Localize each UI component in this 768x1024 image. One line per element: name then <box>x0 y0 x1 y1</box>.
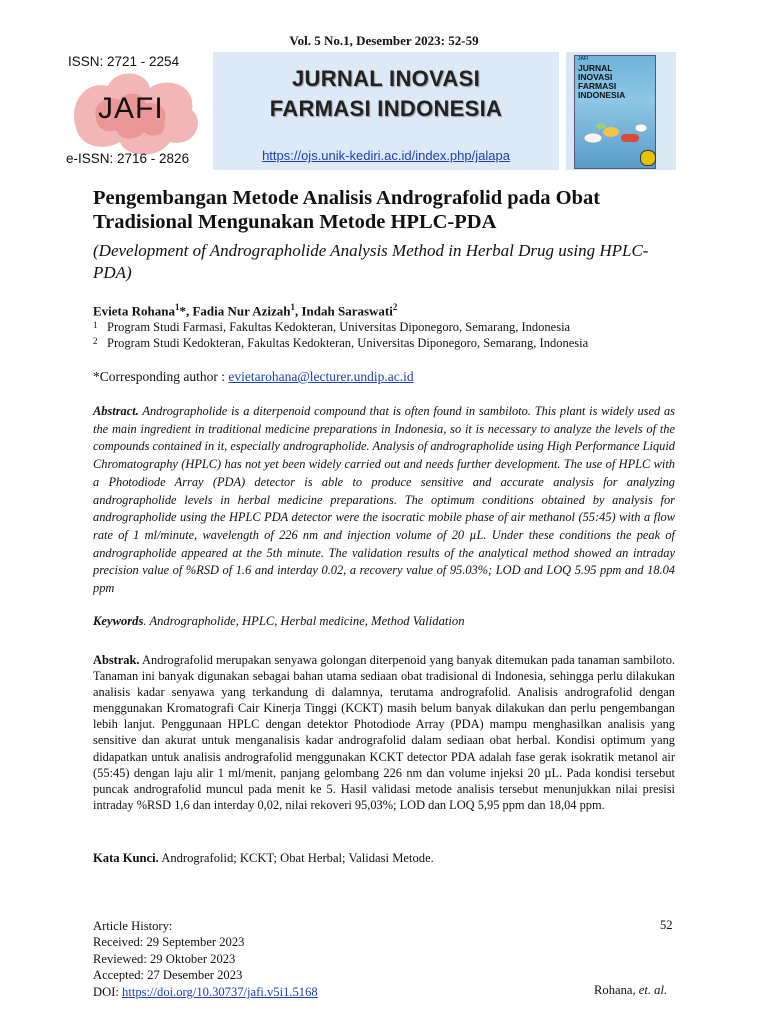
accepted-date: Accepted: 27 Desember 2023 <box>93 968 243 983</box>
jafi-logo <box>60 52 210 170</box>
journal-cover <box>566 52 676 170</box>
abstrak-label: Abstrak. <box>93 653 140 667</box>
author-affiliation-mark: 2 <box>392 302 398 312</box>
author-separator: , <box>294 303 302 319</box>
running-author-etal: et. al. <box>638 983 668 997</box>
logo-text: JAFI <box>98 92 164 125</box>
kata-kunci-text: Andrografolid; KCKT; Obat Herbal; Validasi Metode. <box>158 851 434 865</box>
article-history <box>93 918 318 1000</box>
cover-logo: JAFI <box>578 56 589 62</box>
kata-kunci <box>93 851 434 866</box>
journal-url-link[interactable]: https://ojs.unik-kediri.ac.id/index.php/jalapa <box>262 148 510 163</box>
keywords-label: Keywords <box>93 614 144 628</box>
journal-title-box <box>213 52 559 170</box>
paper-title-english: (Development of Andrographolide Analysis Method in Herbal Drug using HPLC-PDA) <box>93 241 649 282</box>
keywords-english <box>93 614 465 629</box>
page-number: 52 <box>660 918 673 932</box>
issn: ISSN: 2721 - 2254 <box>68 54 180 69</box>
author-name: Fadia Nur Azizah <box>192 303 291 319</box>
author-affiliation-mark: 1 <box>290 302 295 312</box>
author-list <box>93 302 397 319</box>
received-date: Received: 29 September 2023 <box>93 935 245 950</box>
abstract-label: Abstract. <box>93 404 139 418</box>
journal-banner <box>60 52 677 170</box>
pills-icon <box>581 118 651 148</box>
doi-link[interactable]: https://doi.org/10.30737/jafi.v5i1.5168 <box>122 984 318 999</box>
author-separator: *, <box>179 303 193 319</box>
corresponding-label: *Corresponding author : <box>93 369 229 384</box>
running-author <box>594 983 667 998</box>
volume-info: Vol. 5 No.1, Desember 2023: 52-59 <box>289 33 479 48</box>
doi-label: DOI: <box>93 984 123 999</box>
affiliation-number: 1 <box>93 320 98 330</box>
abstract-english <box>93 403 675 598</box>
corresponding-email-link[interactable]: evietarohana@lecturer.undip.ac.id <box>228 369 414 384</box>
doi-line <box>93 984 318 1000</box>
author-name: Indah Saraswati <box>301 303 393 319</box>
keywords-text: . Andrographolide, HPLC, Herbal medicine, Method Validation <box>143 614 465 628</box>
kata-kunci-label: Kata Kunci. <box>93 851 159 865</box>
cover-badge-icon <box>640 150 656 166</box>
journal-title-line1: JURNAL INOVASI <box>292 66 480 91</box>
history-label: Article History: <box>93 919 173 933</box>
journal-title-line2: FARMASI INDONESIA <box>269 96 503 121</box>
affiliation-number: 2 <box>93 336 98 346</box>
abstract-indonesian <box>93 652 675 813</box>
reviewed-date: Reviewed: 29 Oktober 2023 <box>93 951 236 966</box>
affiliation-1 <box>93 320 693 335</box>
affiliation-2 <box>93 336 693 351</box>
abstract-text: Andrographolide is a diterpenoid compound that is often found in sambiloto. This plant is widely used as the main ingredient in traditional medicine preparations in Indonesia, so it is necessary to analyze the levels of the compounds contained in it, especially andrographolide. Analysis of andrographolide using High Performance Liquid Chromatography (HPLC) has not yet been widely carried out and needs further development. The use of HPLC with a Photodiode Array (PDA) detector is able to produce sensitive and accurate analysis for analyzing andrographolide levels in herbal medicine preparations. The optimum conditions obtained by analysis for andrographolide using the HPLC PDA detector were the isocratic mobile phase of air methanol (55:45) with a flow rate of 1 ml/minute, wavelength of 226 nm and injection volume of 20 µL. Under these conditions the peak of andrographolide appeared at the 5th minute. The validation results of the analytical method showed an intraday precision value of %RSD of 1.6 and interday 0.02, a recovery value of 95.03%; LOD and LOQ 5.95 ppm and 18.04 ppm <box>93 404 675 596</box>
running-author-name: Rohana, <box>594 983 639 997</box>
paper-title: Pengembangan Metode Analisis Andrografolid pada Obat Tradisional Mengunakan Metode HPLC-PDA <box>93 187 601 233</box>
affiliation-text: Program Studi Kedokteran, Fakultas Kedokteran, Universitas Diponegoro, Semarang, Indonesia <box>107 336 589 350</box>
author-name: Evieta Rohana <box>93 303 175 319</box>
corresponding-author <box>93 369 414 385</box>
affiliation-text: Program Studi Farmasi, Fakultas Kedokteran, Universitas Diponegoro, Semarang, Indonesia <box>107 320 571 334</box>
abstrak-text: Andrografolid merupakan senyawa golongan diterpenoid yang banyak ditemukan pada tanaman sambiloto. Tanaman ini banyak digunakan sebagai bahan utama sediaan obat tradisional di Indonesia, sehingga perlu dilakukan analisis kadar senyawa yang terkandung di dalamnya, terutama andrografolid. Analisis andrografolid dengan menggunakan Kromatografi Cair Kinerja Tinggi (KCKT) masih belum banyak dilakukan dan perlu pengembangan lebih lanjut. Penggunaan HPLC dengan detektor Photodiode Array (PDA) mampu menghasilkan analisis yang sensitive dan akurat untuk menganalisis kadar andrografolid dalam sediaan obat herbal. Kondisi optimum yang didapatkan untuk analisis andrografolid menggunakan KCKT detector PDA adalah fase gerak isokratik metanol air (55:45) dengan laju alir 1 ml/menit, panjang gelombang 226 nm dan volume injeksi 20 µL. Pada kondisi tersebut puncak andrografolid muncul pada menit ke 5. Hasil validasi metode analisis tersebut menunjukkan nilai presisi intraday %RSD 1,6 dan interday 0,02, nilai rekoveri 95,03%; LOD dan LOQ 5,95 ppm dan 18,04 ppm. <box>93 653 676 812</box>
cover-title: JURNAL INOVASI FARMASI INDONESIA <box>578 63 626 100</box>
eissn: e-ISSN: 2716 - 2826 <box>66 151 190 166</box>
author-affiliation-mark: 1 <box>174 302 180 312</box>
